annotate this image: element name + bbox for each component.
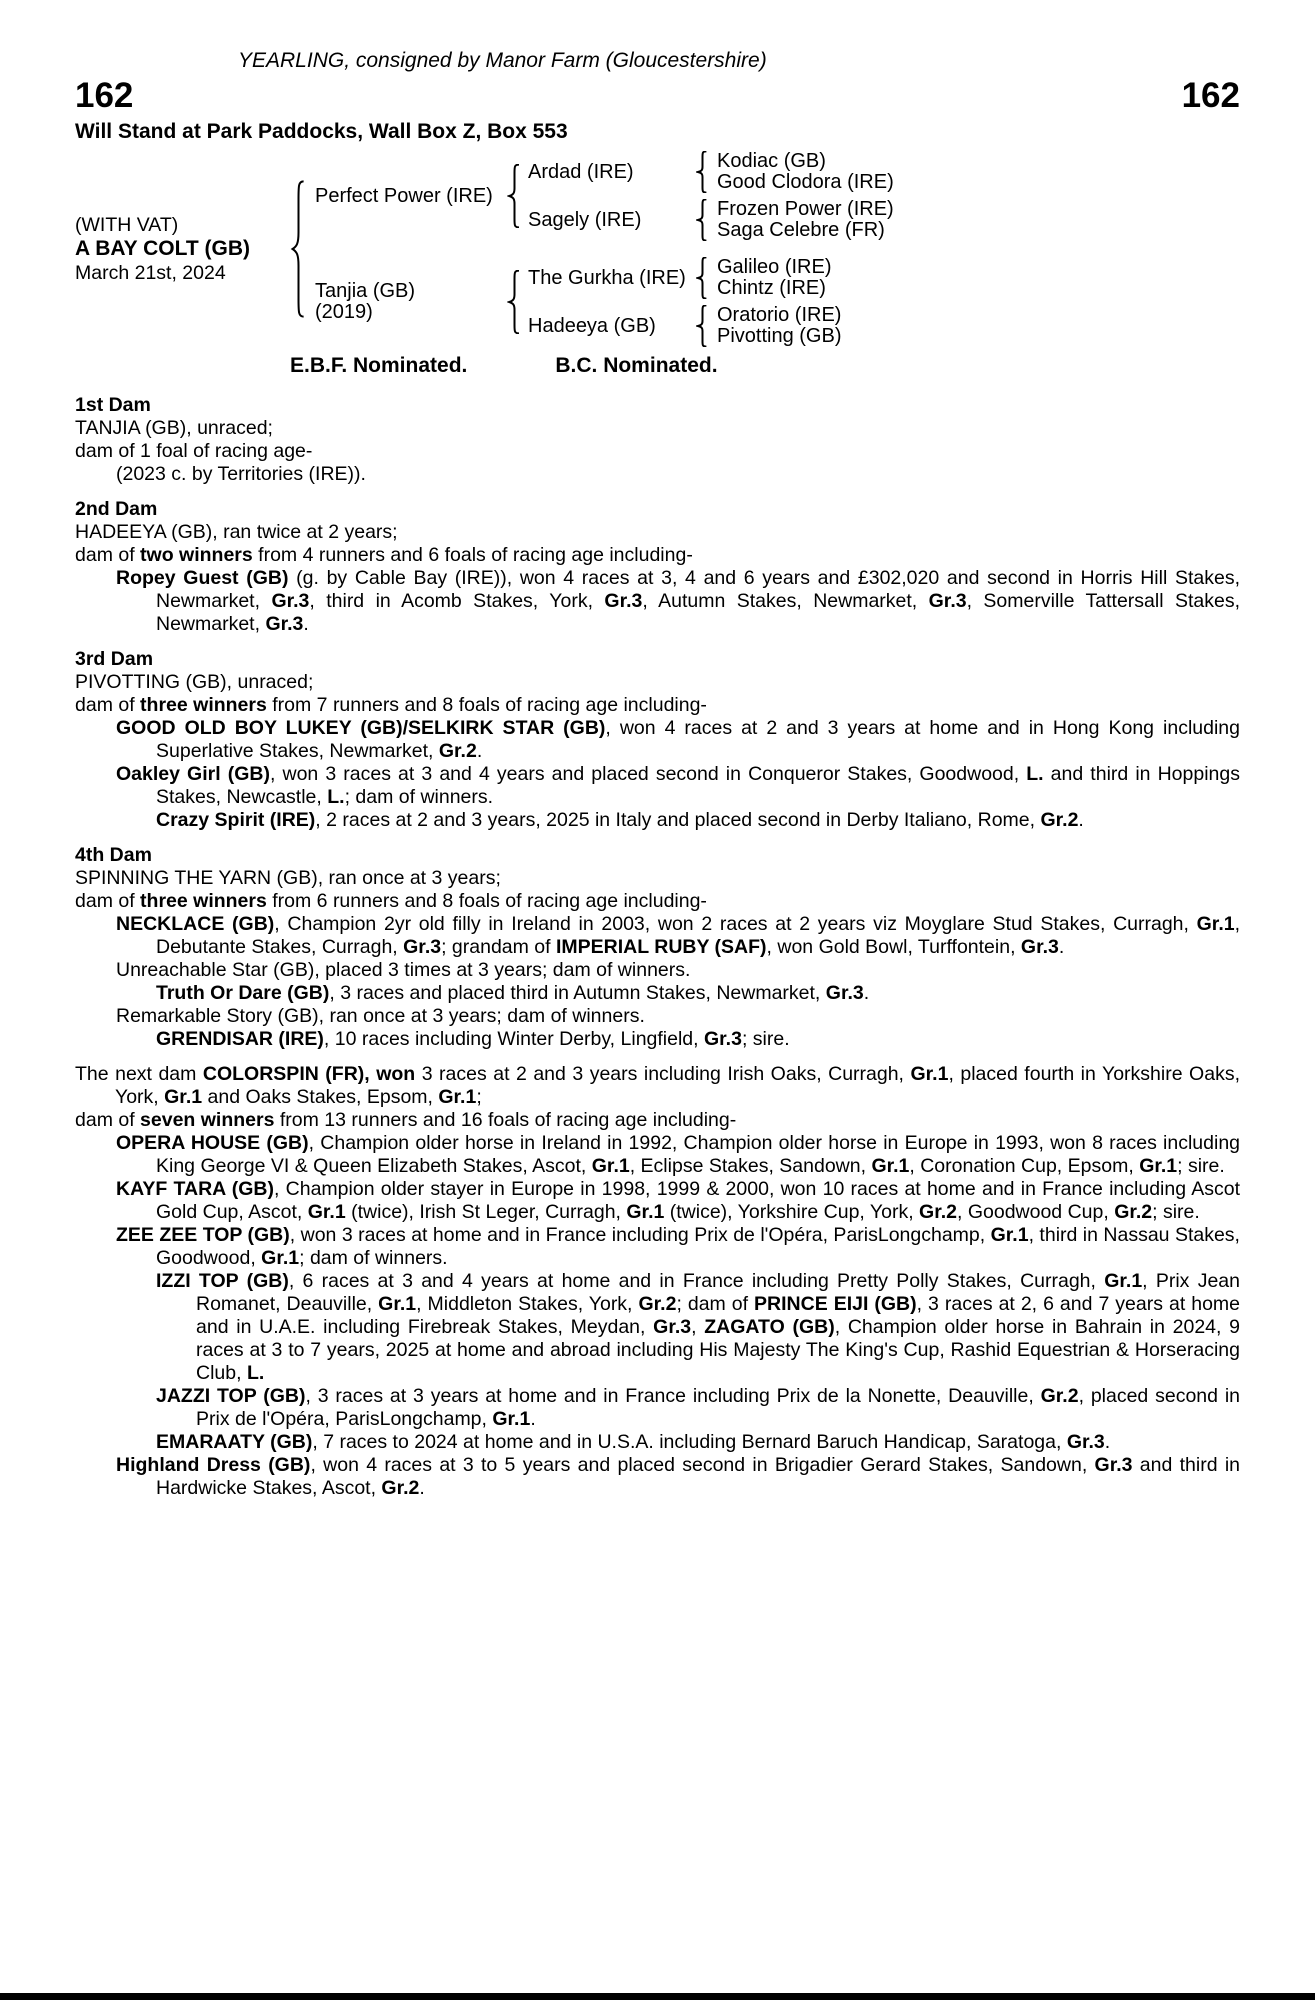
catalogue-paragraph: IZZI TOP (GB), 6 races at 3 and 4 years at home and in France including Pretty Polly Stakes, Curragh, Gr.1, Prix Jean Romanet, Deauville, Gr.1, Middleton Stakes, York, Gr.2; dam of PRINCE EIJI (GB), 3 races at 2, 6 and 7 years at home and in U.A.E. including Firebreak Stakes, Meydan, Gr.3, ZAGATO (GB), Champion older horse in Bahrain in 2024, 9 races at 3 to 7 years, 2025 at home and abroad including His Majesty The King's Cup, Rashid Equestrian & Horseracing Club, L. — [156, 1270, 1241, 1384]
pedigree-brace-icon — [696, 199, 709, 241]
lot-details — [75, 213, 290, 285]
dam-sire-block — [528, 257, 1240, 299]
dam-branch — [315, 257, 1240, 347]
sire-dam-parents — [717, 199, 1240, 241]
consignor-line: YEARLING, consigned by Manor Farm (Gloucestershire) — [238, 49, 767, 72]
sire-dam-sire-name: Frozen Power (IRE) — [717, 198, 894, 220]
sire-sire-dam-name: Good Clodora (IRE) — [717, 171, 894, 193]
catalogue-paragraph: JAZZI TOP (GB), 3 races at 3 years at home and in France including Prix de la Nonette, Deauville, Gr.2, placed second in Prix de l'Opéra, ParisLongchamp, Gr.1. — [156, 1385, 1241, 1430]
lot-number-left: 162 — [75, 76, 134, 115]
dam-sire-parents — [717, 257, 1240, 299]
catalogue-paragraph: The next dam COLORSPIN (FR), won 3 races at 2 and 3 years including Irish Oaks, Curragh, Gr.1, placed fourth in Yorkshire Oaks, York, Gr.1 and Oaks Stakes, Epsom, Gr.1; — [75, 1063, 1240, 1108]
catalogue-paragraph: dam of seven winners from 13 runners and 16 foals of racing age including- — [75, 1109, 737, 1131]
lot-number-row — [75, 77, 1240, 115]
lot-number-right: 162 — [1181, 76, 1240, 115]
ebf-nominated-label: E.B.F. Nominated. — [290, 354, 468, 377]
dam-sire-sire-name: Galileo (IRE) — [717, 256, 832, 278]
sire-dam-block — [528, 199, 1240, 241]
dam-parents — [528, 257, 1240, 347]
catalogue-paragraph: Oakley Girl (GB), won 3 races at 3 and 4 years and placed second in Conqueror Stakes, Goodwood, L. and third in Hoppings Stakes, Newcastle, L.; dam of winners. — [116, 763, 1240, 808]
catalogue-paragraph: SPINNING THE YARN (GB), ran once at 3 years; — [75, 867, 501, 889]
dam-dam-parents — [717, 305, 1240, 347]
catalogue-paragraph: dam of two winners from 4 runners and 6 foals of racing age including- — [75, 544, 693, 566]
pedigree-brace-icon — [696, 305, 709, 347]
foal-date: March 21st, 2024 — [75, 262, 226, 284]
dam-name-block — [315, 281, 507, 323]
sire-sire-sire-name: Kodiac (GB) — [717, 150, 826, 172]
sire-sire-parents — [717, 151, 1240, 193]
dam-sire-dam-name: Chintz (IRE) — [717, 277, 826, 299]
pedigree-brace-icon — [507, 270, 522, 334]
third-dam-heading: 3rd Dam — [75, 648, 154, 670]
catalogue-paragraph: EMARAATY (GB), 7 races to 2024 at home and in U.S.A. including Bernard Baruch Handicap, Saratoga, Gr.3. — [156, 1431, 1111, 1453]
catalogue-paragraph: dam of three winners from 7 runners and 8 foals of racing age including- — [75, 694, 707, 716]
pedigree-tree — [290, 151, 1240, 347]
first-dam-heading: 1st Dam — [75, 394, 151, 416]
horse-title: A BAY COLT (GB) — [75, 237, 251, 260]
catalogue-paragraph: GRENDISAR (IRE), 10 races including Winter Derby, Lingfield, Gr.3; sire. — [156, 1028, 790, 1050]
nomination-line — [75, 353, 1240, 378]
catalogue-paragraph: ZEE ZEE TOP (GB), won 3 races at home and in France including Prix de l'Opéra, ParisLongchamp, Gr.1, third in Nassau Stakes, Goodwood, Gr.1; dam of winners. — [116, 1224, 1240, 1269]
catalogue-paragraph: PIVOTTING (GB), unraced; — [75, 671, 314, 693]
section-fourth-dam — [75, 844, 1240, 1051]
pedigree-brace-icon — [696, 151, 709, 193]
second-dam-heading: 2nd Dam — [75, 498, 158, 520]
sire-parents — [528, 151, 1240, 241]
sire-branch — [315, 151, 1240, 241]
pedigree-text — [75, 394, 1240, 1500]
catalogue-paragraph: Truth Or Dare (GB), 3 races and placed third in Autumn Stakes, Newmarket, Gr.3. — [156, 982, 870, 1004]
section-second-dam — [75, 498, 1240, 636]
catalogue-paragraph: Highland Dress (GB), won 4 races at 3 to 5 years and placed second in Brigadier Gerard Stakes, Sandown, Gr.3 and third in Hardwicke Stakes, Ascot, Gr.2. — [116, 1454, 1241, 1499]
catalogue-paragraph: dam of 1 foal of racing age- — [75, 440, 313, 462]
dam-year: (2019) — [315, 301, 373, 323]
dam-dam-name: Hadeeya (GB) — [528, 314, 656, 337]
pedigree-brace-icon — [507, 164, 522, 228]
dam-sire-name: The Gurkha (IRE) — [528, 266, 686, 289]
catalogue-paragraph: (2023 c. by Territories (IRE)). — [116, 463, 366, 485]
pedigree-generations — [315, 151, 1240, 347]
catalogue-paragraph: NECKLACE (GB), Champion 2yr old filly in Ireland in 2003, won 2 races at 2 years viz Moyglare Stud Stakes, Curragh, Gr.1, Debutante Stakes, Curragh, Gr.3; grandam of IMPERIAL RUBY (SAF), won Gold Bowl, Turffontein, Gr.3. — [116, 913, 1241, 958]
catalogue-paragraph: Unreachable Star (GB), placed 3 times at 3 years; dam of winners. — [116, 959, 691, 981]
section-first-dam — [75, 394, 1240, 486]
section-next-dam — [75, 1063, 1240, 1500]
vat-status: (WITH VAT) — [75, 214, 179, 236]
pedigree-brace-icon — [290, 180, 307, 318]
catalogue-paragraph: KAYF TARA (GB), Champion older stayer in Europe in 1998, 1999 & 2000, won 10 races at home and in France including Ascot Gold Cup, Ascot, Gr.1 (twice), Irish St Leger, Curragh, Gr.1 (twice), Yorkshire Cup, York, Gr.2, Goodwood Cup, Gr.2; sire. — [116, 1178, 1240, 1223]
bottom-scan-edge — [0, 1993, 1315, 2000]
sire-sire-block — [528, 151, 1240, 193]
dam-name: Tanjia (GB) — [315, 280, 416, 302]
section-third-dam — [75, 648, 1240, 832]
catalogue-paragraph: Remarkable Story (GB), ran once at 3 years; dam of winners. — [116, 1005, 645, 1027]
catalogue-paragraph: Crazy Spirit (IRE), 2 races at 2 and 3 years, 2025 in Italy and placed second in Derby Italiano, Rome, Gr.2. — [156, 809, 1084, 831]
sire-sire-name: Ardad (IRE) — [528, 160, 634, 183]
catalogue-paragraph: OPERA HOUSE (GB), Champion older horse in Ireland in 1992, Champion older horse in Europe in 1993, won 8 races including King George VI & Queen Elizabeth Stakes, Ascot, Gr.1, Eclipse Stakes, Sandown, Gr.1, Coronation Cup, Epsom, Gr.1; sire. — [116, 1132, 1241, 1177]
pedigree-table — [75, 151, 1240, 347]
catalogue-paragraph: TANJIA (GB), unraced; — [75, 417, 273, 439]
catalogue-paragraph: GOOD OLD BOY LUKEY (GB)/SELKIRK STAR (GB), won 4 races at 2 and 3 years at home and in Hong Kong including Superlative Stakes, Newmarket, Gr.2. — [116, 717, 1240, 762]
catalogue-paragraph: dam of three winners from 6 runners and 8 foals of racing age including- — [75, 890, 707, 912]
catalogue-paragraph: Ropey Guest (GB) (g. by Cable Bay (IRE)), won 4 races at 3, 4 and 6 years and £302,020 and second in Horris Hill Stakes, Newmarket, Gr.3, third in Acomb Stakes, York, Gr.3, Autumn Stakes, Newmarket, Gr.3, Somerville Tattersall Stakes, Newmarket, Gr.3. — [116, 567, 1240, 635]
pedigree-brace-icon — [696, 257, 709, 299]
dam-dam-dam-name: Pivotting (GB) — [717, 325, 842, 347]
sire-dam-name: Sagely (IRE) — [528, 208, 642, 231]
bc-nominated-label: B.C. Nominated. — [555, 354, 718, 377]
sire-dam-dam-name: Saga Celebre (FR) — [717, 219, 885, 241]
fourth-dam-heading: 4th Dam — [75, 844, 152, 866]
catalogue-paragraph: HADEEYA (GB), ran twice at 2 years; — [75, 521, 398, 543]
dam-dam-block — [528, 305, 1240, 347]
sire-name: Perfect Power (IRE) — [315, 184, 493, 207]
dam-dam-sire-name: Oratorio (IRE) — [717, 304, 842, 326]
stand-location-line: Will Stand at Park Paddocks, Wall Box Z, Box 553 — [75, 120, 568, 143]
